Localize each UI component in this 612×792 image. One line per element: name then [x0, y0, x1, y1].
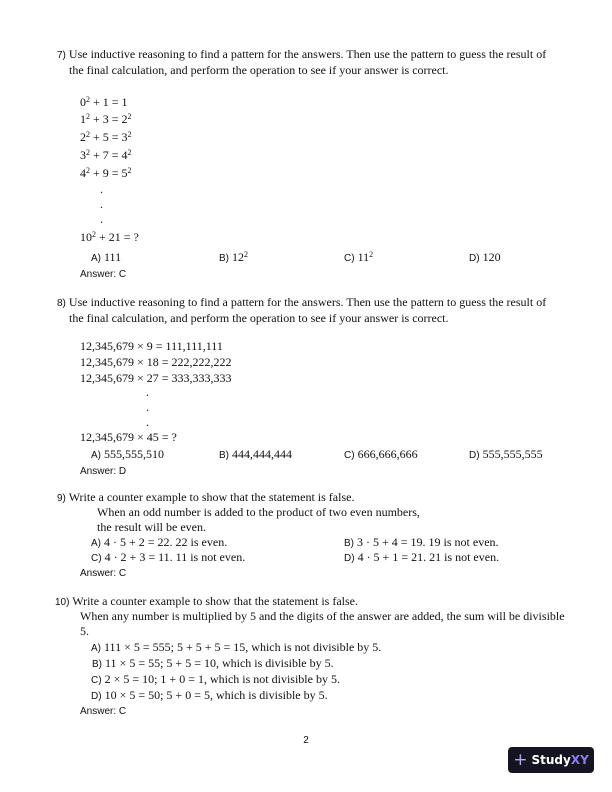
studyxy-logo: + StudyXY — [508, 747, 594, 773]
q8-final: 12,345,679 × 45 = ? — [80, 430, 177, 444]
q7-prompt-line1 — [57, 47, 546, 61]
q9-prompt-line2: When an odd number is added to the product of two even numbers, — [97, 505, 420, 519]
q7-option-d: D) 120 — [469, 250, 501, 264]
q7-equation: $1^2 + 3 = 2^2$ — [80, 112, 132, 126]
q8-option-a: A) 555,555,510 — [91, 447, 164, 461]
q9-option-c: C) 4 · 2 + 3 = 11. 11 is not even. — [91, 550, 246, 564]
q9-option-d: D) 4 · 5 + 1 = 21. 21 is not even. — [344, 550, 500, 564]
q9-prompt-line1: 9) Write a counter example to show that the statement is false. — [57, 490, 355, 504]
ellipsis-dot: . — [100, 182, 103, 196]
q8-answer: Answer: D — [80, 466, 127, 477]
q7-answer: Answer: C — [80, 269, 127, 280]
q7-equation: $0^2 + 1 = 1$ — [80, 95, 128, 109]
q7-equation: $3^2 + 7 = 4^2$ — [80, 148, 132, 162]
q10-prompt-line1: 10) Write a counter example to show that the statement is false. — [55, 594, 359, 608]
q8-prompt-line1: 8) Use inductive reasoning to find a pattern for the answers. Then use the pattern to guess the result of — [57, 295, 547, 309]
q9-option-a: A) 4 · 5 + 2 = 22. 22 is even. — [91, 535, 228, 549]
q8-equation: 12,345,679 × 18 = 222,222,222 — [80, 355, 232, 369]
question-number: 7) — [57, 50, 66, 61]
q10-option-c: C) 2 × 5 = 10; 1 + 0 = 1, which is not divisible by 5. — [91, 672, 340, 686]
q7-equation: $4^2 + 9 = 5^2$ — [80, 166, 132, 180]
q10-prompt-line2: When any number is multiplied by 5 and the digits of the answer are added, the sum will be divisible — [80, 609, 565, 623]
q9-option-b: B) 3 · 5 + 4 = 19. 19 is not even. — [344, 535, 499, 549]
ellipsis-dot: . — [146, 400, 149, 414]
question-text: Use inductive reasoning to find a pattern for the answers. Then use the pattern to guess the result of — [68, 47, 547, 61]
ellipsis-dot: . — [146, 415, 149, 429]
q10-option-a: A) 111 × 5 = 555; 5 + 5 + 5 = 15, which is not divisible by 5. — [91, 640, 382, 654]
q9-prompt-line3: the result will be even. — [97, 520, 206, 534]
q9-answer: Answer: C — [80, 568, 127, 579]
q10-option-b: B) 11 × 5 = 55; 5 + 5 = 10, which is divisible by 5. — [92, 656, 334, 670]
q7-option-c: C) $11^2$ — [344, 250, 374, 264]
q8-option-c: C) 666,666,666 — [344, 447, 418, 461]
page-number: 2 — [303, 735, 309, 746]
ellipsis-dot: . — [100, 212, 103, 226]
ellipsis-dot: . — [100, 197, 103, 211]
q8-equation: 12,345,679 × 27 = 333,333,333 — [80, 371, 232, 385]
q7-final: $10^2 + 21$ = ? — [80, 230, 139, 244]
q7-option-b: B) $12^2$ — [219, 250, 248, 264]
q7-prompt-line2: the final calculation, and perform the operation to see if your answer is correct. — [69, 63, 449, 77]
ellipsis-dot: . — [146, 385, 149, 399]
q8-option-d: D) 555,555,555 — [469, 447, 543, 461]
q8-equation: 12,345,679 × 9 = 111,111,111 — [80, 339, 223, 353]
q8-prompt-line2: the final calculation, and perform the operation to see if your answer is correct. — [69, 311, 449, 325]
q7-option-a: A) 111 — [91, 250, 122, 264]
q10-option-d: D) 10 × 5 = 50; 5 + 0 = 5, which is divisible by 5. — [91, 688, 328, 702]
q10-prompt-line3: 5. — [80, 624, 89, 638]
q8-option-b: B) 444,444,444 — [219, 447, 292, 461]
q7-equation: $2^2 + 5 = 3^2$ — [80, 130, 132, 144]
plus-icon: + — [513, 750, 528, 770]
q10-answer: Answer: C — [80, 706, 127, 717]
